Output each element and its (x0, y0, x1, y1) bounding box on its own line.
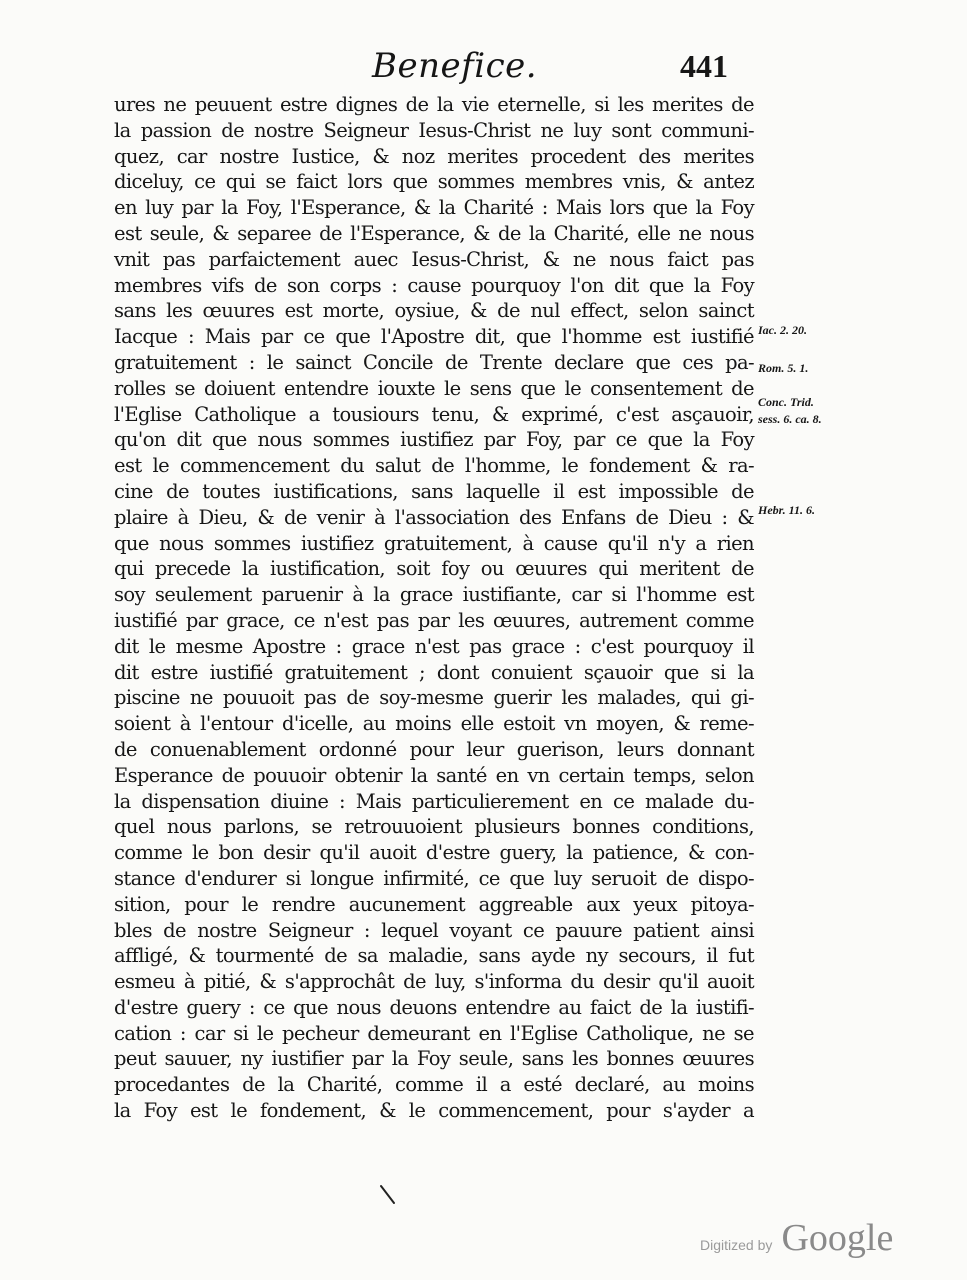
text-line: cation : car si le pecheur demeurant en l'Eglise Catholique, ne se (114, 1021, 754, 1045)
text-line: la Foy est le fondement, & le commencement, pour s'ayder a (114, 1099, 754, 1123)
text-line: soy seulement paruenir à la grace iustifiante, car si l'homme est (114, 583, 754, 607)
text-line: est le commencement du salut de l'homme, le fondement & ra- (114, 454, 754, 478)
text-line: quez, car nostre Iustice, & noz merites procedent des merites (114, 144, 754, 168)
text-line: dit estre iustifié gratuitement ; dont conuient sçauoir que si la (114, 660, 754, 684)
text-line: qu'on dit que nous sommes iustifiez par Foy, par ce que la Foy (114, 428, 754, 452)
text-line: que nous sommes iustifiez gratuitement, à cause qu'il n'y a rien (114, 531, 754, 555)
text-line: quel nous parlons, se retrouuoient plusieurs bonnes conditions, (114, 815, 754, 839)
text-line: diceluy, ce qui se faict lors que sommes membres vnis, & antez (114, 170, 754, 194)
text-line: est seule, & separee de l'Esperance, & de la Charité, elle ne nous (114, 221, 754, 245)
text-line: vnit pas parfaictement auec Iesus-Christ, & ne nous faict pas (114, 247, 754, 271)
text-line: d'estre guery : ce que nous deuons entendre au faict de la iustifi- (114, 995, 754, 1019)
text-line: en luy par la Foy, l'Esperance, & la Charité : Mais lors que la Foy (114, 196, 754, 220)
text-line: plaire à Dieu, & de venir à l'association des Enfans de Dieu : & (114, 505, 754, 529)
text-line: bles de nostre Seigneur : lequel voyant ce pauure patient ainsi (114, 918, 754, 942)
text-line: esmeu à pitié, & s'approchât de luy, s'informa du desir qu'il auoit (114, 970, 754, 994)
text-line: l'Eglise Catholique a tousiours tenu, & exprimé, c'est asçauoir, (114, 402, 754, 426)
running-title: Benefice. (372, 46, 538, 86)
margin-note-hebr: Hebr. 11. 6. (758, 503, 816, 517)
margin-note-iac: Iac. 2. 20. (758, 323, 807, 337)
text-line: rolles se doiuent entendre iouxte le sens que le consentement de (114, 376, 754, 400)
text-line: gratuitement : le sainct Concile de Trente declare que ces pa- (114, 350, 754, 374)
text-line: Iacque : Mais par ce que l'Apostre dit, que l'homme est iustifié (114, 325, 754, 349)
text-line: procedantes de la Charité, comme il a esté declaré, au moins (114, 1073, 754, 1097)
stray-ink-mark (378, 1184, 398, 1206)
text-line: la passion de nostre Seigneur Iesus-Christ ne luy sont communi- (114, 118, 754, 142)
text-line: de conuenablement ordonné pour leur guerison, leurs donnant (114, 737, 754, 761)
text-line: Esperance de pouuoir obtenir la santé en vn certain temps, selon (114, 763, 754, 787)
digitized-by-label: Digitized by (700, 1237, 773, 1253)
text-line: la dispensation diuine : Mais particulierement en ce malade du- (114, 789, 754, 813)
text-line: ures ne peuuent estre dignes de la vie eternelle, si les merites de (114, 93, 754, 116)
text-line: soient à l'entour d'icelle, au moins elle estoit vn moyen, & reme- (114, 712, 754, 736)
text-line: dit le mesme Apostre : grace n'est pas grace : c'est pourquoy il (114, 634, 754, 658)
text-line: piscine ne pouuoit pas de soy-mesme guerir les malades, qui gi- (114, 686, 754, 710)
body-text (114, 92, 754, 1124)
google-watermark (700, 1216, 893, 1262)
text-line: sans les œuures est morte, oysiue, & de nul effect, selon sainct (114, 299, 754, 323)
text-line: iustifié par grace, ce n'est pas par les œuures, autrement comme (114, 608, 754, 632)
text-line: cine de toutes iustifications, sans laquelle il est impossible de (114, 479, 754, 503)
page-number: 441 (680, 48, 728, 84)
margin-note-sess: sess. 6. ca. 8. (758, 412, 822, 426)
running-head (0, 46, 967, 96)
text-line: comme le bon desir qu'il auoit d'estre guery, la patience, & con- (114, 841, 754, 865)
text-line: stance d'endurer si longue infirmité, ce que luy seruoit de dispo- (114, 866, 754, 890)
margin-note-conc-trid: Conc. Trid. (758, 395, 814, 409)
text-line: sition, pour le rendre aucunement aggreable aux yeux pitoya- (114, 892, 754, 916)
margin-note-rom: Rom. 5. 1. (758, 361, 809, 375)
text-line: affligé, & tourmenté de sa maladie, sans ayde ny secours, il fut (114, 944, 754, 968)
text-line: peut sauuer, ny iustifier par la Foy seule, sans les bonnes œuures (114, 1047, 754, 1071)
google-logo: Google (781, 1217, 894, 1259)
text-line: qui precede la iustification, soit foy ou œuures qui meritent de (114, 557, 754, 581)
text-line: membres vifs de son corps : cause pourquoy l'on dit que la Foy (114, 273, 754, 297)
